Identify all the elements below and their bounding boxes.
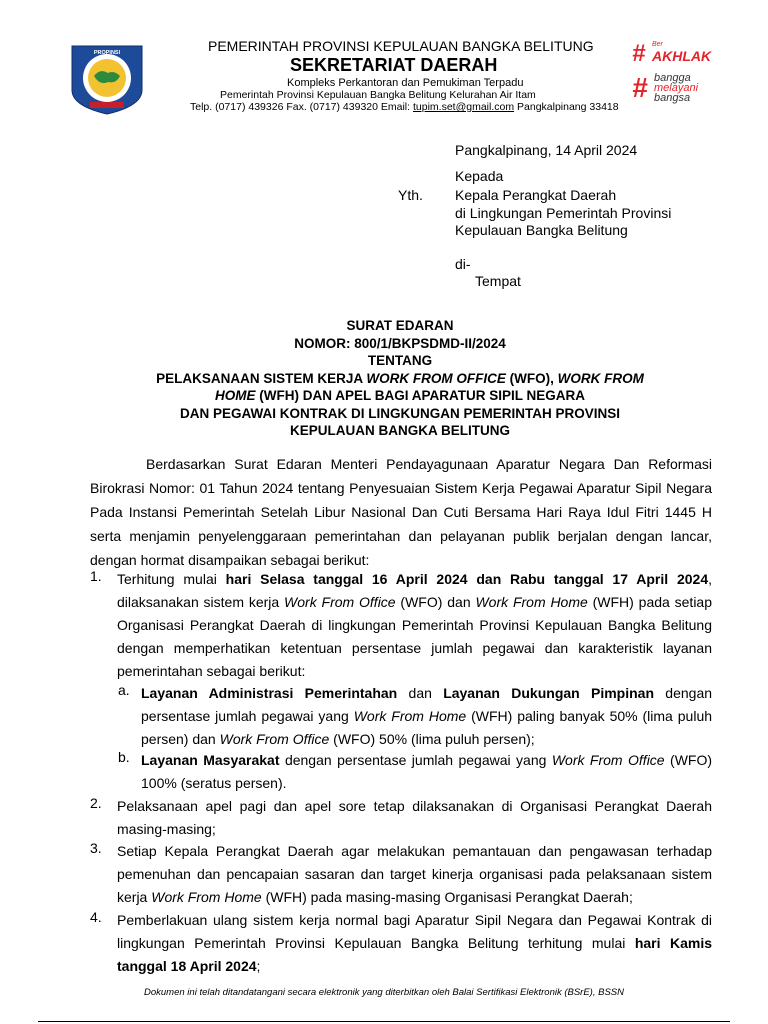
address-line-1: Kompleks Perkantoran dan Pemukiman Terpadu [287,77,524,89]
item-text: (WFH) pada setiap Organisasi Perangkat Daerah di lingkungan Pemerintah Provinsi Kepulauan Bangka Belitung dengan memperhatikan ketentuan persentase jumlah pegawai dan karakteristik layanan pemerintahan sebagai berikut: [117,594,713,679]
item-text: , dilaksanakan sistem kerja [117,571,712,610]
item-text: Setiap Kepala Perangkat Daerah agar melakukan pemantauan dan pengawasan terhadap pemenuhan dan pencapaian sasaran dan target kinerja organisasi pada pelaksanaan sistem kerja [117,843,712,905]
sub-item-label: a. [118,682,130,698]
recipient-line-2: di Lingkungan Pemerintah Provinsi [455,205,672,221]
sub-item-text: dengan persentase jumlah pegawai yang [279,752,552,768]
sub-item [141,682,712,751]
address-line-2: Pemerintah Provinsi Kepulauan Bangka Belitung Kelurahan Air Itam [220,89,536,101]
letter-date: Pangkalpinang, 14 April 2024 [455,142,638,158]
sub-item-text: Layanan Masyarakat [141,752,280,768]
akhlak-prefix: Ber [652,41,663,48]
akhlak-logo [632,40,722,68]
contact-prefix: Telp. (0717) 439326 Fax. (0717) 439320 Email: [190,101,413,113]
sub-item-text: Work From Office [551,752,665,768]
list-number: 4. [90,909,102,925]
item-text: hari Selasa tanggal 16 April 2024 dan Rabu tanggal 17 April 2024 [225,571,709,587]
subject-text: (WFH) DAN APEL BAGI APARATUR SIPIL NEGARA [255,388,585,403]
item-text: (WFH) pada masing-masing Organisasi Perangkat Daerah; [261,889,633,905]
item-text: Terhitung mulai [117,571,226,587]
sub-item-text: dan [397,685,444,701]
sub-item-label: b. [118,749,130,765]
list-number: 2. [90,795,102,811]
sub-item-text: (WFH) paling banyak 50% (lima puluh persen) dan [141,708,713,747]
subject-tentang: TENTANG [367,353,433,368]
subject-title-line-1 [80,370,720,388]
subject-text: (WFO), [505,370,558,386]
province-emblem-icon [66,42,148,116]
subject-text: WORK FROM [557,370,644,386]
item-text: Pemberlakuan ulang sistem kerja normal bagi Aparatur Sipil Negara dan Pegawai Kontrak di lingkungan Pemerintah Provinsi Kepulauan Bangka Belitung terhitung mulai [117,912,712,951]
sub-item-text: (WFO) 50% (lima puluh persen); [329,731,535,747]
item-text: Work From Office [284,594,396,610]
sub-item-text: Work From Office [219,731,330,747]
sub-item-text: Layanan Dukungan Pimpinan [443,685,655,701]
list-item [117,909,712,978]
intro-paragraph: Berdasarkan Surat Edaran Menteri Pendayagunaan Aparatur Negara Dan Reformasi Birokrasi Nomor: 01 Tahun 2024 tentang Penyesuaian Sistem Kerja Pegawai Aparatur Sipil Negara Pada Instansi Pemerintah Setelah Libur Nasional Dan Cuti Bersama Hari Raya Idul Fitri 1445 H serta menjamin penyelenggaraan pemerintahan dan pelayanan publik berjalan dengan lancar, dengan hormat disampaikan sebagai berikut: [90,456,712,568]
subject-type: SURAT EDARAN [346,318,454,333]
brand-word-3: bangsa [654,92,691,104]
subject-title-line-3: DAN PEGAWAI KONTRAK DI LINGKUNGAN PEMERINTAH PROVINSI [179,405,620,421]
item-text: Work From Home [151,889,262,905]
recipient-line-3: Kepulauan Bangka Belitung [455,222,628,238]
bangga-melayani-logo [632,70,722,106]
recipient-line-1: Kepala Perangkat Daerah [455,187,617,203]
brand-word-1: bangga [654,72,691,84]
subject-text: HOME [215,388,256,403]
contact-suffix: Pangkalpinang 33418 [514,101,619,113]
list-item: Pelaksanaan apel pagi dan apel sore tetap dilaksanakan di Organisasi Perangkat Daerah masing-masing; [117,798,712,837]
kepada-label: Kepada [455,168,504,184]
yth-label: Yth. [398,187,423,203]
sub-item-text: Work From Home [353,708,467,724]
item-text: (WFO) dan [395,594,476,610]
subject-block [80,317,720,440]
item-text: ; [256,958,261,974]
sub-item-text: dengan persentase jumlah pegawai yang [141,685,713,724]
government-name: PEMERINTAH PROVINSI KEPULAUAN BANGKA BELITUNG [208,38,594,54]
hashtag-icon: # [632,72,648,103]
hashtag-icon: # [632,40,646,67]
subject-text: PELAKSANAAN SISTEM KERJA [156,370,367,386]
tempat-label: Tempat [475,273,521,289]
svg-text:PROPINSI: PROPINSI [93,50,121,56]
subject-title-line-4: KEPULAUAN BANGKA BELITUNG [290,423,510,438]
subject-text: WORK FROM OFFICE [366,370,506,386]
list-item [117,840,712,909]
sub-item-text: (WFO) 100% (seratus persen). [141,752,713,791]
sub-item [141,749,712,795]
e-signature-note: Dokumen ini telah ditandatangani secara elektronik yang diterbitkan oleh Balai Sertifikasi Elektronik (BSrE), BSSN [144,987,624,998]
subject-title-line-2 [80,387,720,405]
email-link[interactable]: tupim.set@gmail.com [412,101,515,113]
item-text: hari Kamis tanggal 18 April 2024 [117,935,712,974]
di-label: di- [455,256,471,272]
subject-number: NOMOR: 800/1/BKPSDMD-II/2024 [294,335,506,351]
footer-divider [38,1021,730,1022]
akhlak-text: AKHLAK [652,48,712,64]
sub-item-text: Layanan Administrasi Pemerintahan [141,685,398,701]
list-item [117,568,712,683]
office-title: SEKRETARIAT DAERAH [290,55,498,75]
item-text: Work From Home [475,594,588,610]
contact-line [190,101,619,113]
list-number: 1. [90,568,102,584]
brand-word-2: melayani [654,82,699,94]
list-number: 3. [90,840,102,856]
